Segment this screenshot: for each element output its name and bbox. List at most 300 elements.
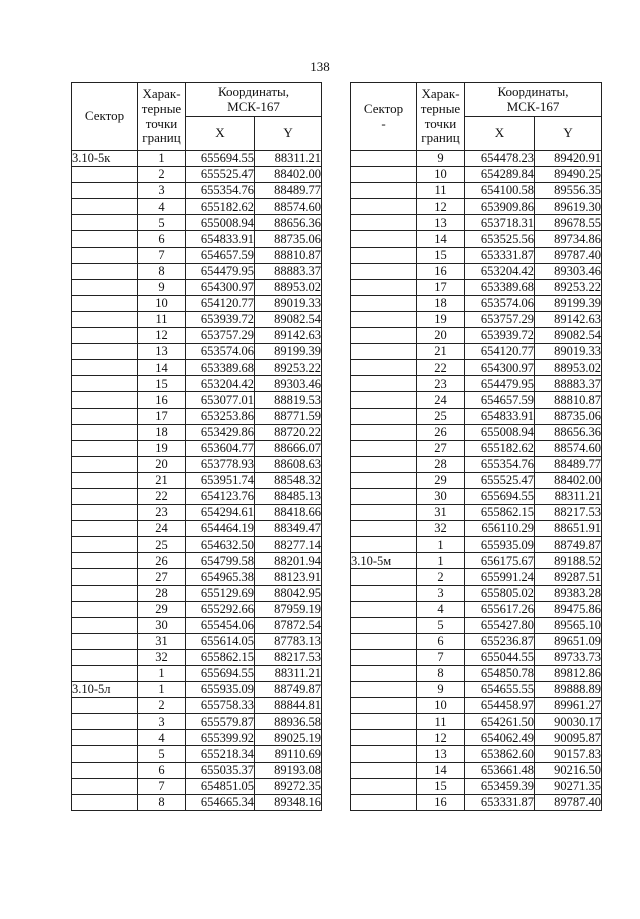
y-coordinate-cell: 88883.37 xyxy=(255,263,322,279)
x-coordinate-cell: 653525.56 xyxy=(465,231,535,247)
y-coordinate-cell: 87872.54 xyxy=(255,617,322,633)
x-coordinate-cell: 655008.94 xyxy=(186,215,255,231)
point-number-cell: 2 xyxy=(417,569,465,585)
sector-cell xyxy=(351,505,417,521)
point-number-cell: 14 xyxy=(417,762,465,778)
point-number-cell: 11 xyxy=(138,311,186,327)
x-coordinate-cell: 655935.09 xyxy=(186,682,255,698)
sector-cell xyxy=(72,649,138,665)
sector-cell xyxy=(351,746,417,762)
point-number-cell: 8 xyxy=(417,666,465,682)
point-number-cell: 17 xyxy=(138,408,186,424)
point-number-cell: 22 xyxy=(417,360,465,376)
sector-cell: 3.10-5к xyxy=(72,151,138,167)
sector-cell xyxy=(72,794,138,810)
x-coordinate-cell: 655218.34 xyxy=(186,746,255,762)
table-row xyxy=(72,167,322,183)
x-coordinate-cell: 654464.19 xyxy=(186,521,255,537)
sector-cell xyxy=(351,328,417,344)
point-number-cell: 1 xyxy=(138,666,186,682)
table-row xyxy=(351,311,602,327)
sector-cell xyxy=(72,183,138,199)
point-number-cell: 1 xyxy=(417,537,465,553)
table-row xyxy=(72,392,322,408)
point-number-cell: 26 xyxy=(138,553,186,569)
sector-cell xyxy=(351,199,417,215)
x-coordinate-cell: 653389.68 xyxy=(465,279,535,295)
y-coordinate-cell: 88402.00 xyxy=(255,167,322,183)
point-number-cell: 30 xyxy=(417,488,465,504)
table-row xyxy=(351,456,602,472)
y-coordinate-cell: 89565.10 xyxy=(535,617,602,633)
point-number-cell: 1 xyxy=(138,682,186,698)
sector-cell xyxy=(351,392,417,408)
point-number-cell: 3 xyxy=(138,183,186,199)
y-coordinate-cell: 88574.60 xyxy=(535,440,602,456)
table-row xyxy=(351,151,602,167)
point-number-cell: 11 xyxy=(417,714,465,730)
y-coordinate-cell: 88311.21 xyxy=(255,151,322,167)
point-number-cell: 10 xyxy=(417,698,465,714)
point-number-cell: 10 xyxy=(138,295,186,311)
table-row xyxy=(72,633,322,649)
table-row xyxy=(72,231,322,247)
table-row xyxy=(351,649,602,665)
table-row xyxy=(351,537,602,553)
y-coordinate-cell: 88311.21 xyxy=(535,488,602,504)
x-coordinate-cell: 653939.72 xyxy=(186,311,255,327)
sector-cell xyxy=(72,537,138,553)
sector-cell xyxy=(72,633,138,649)
sector-cell xyxy=(351,376,417,392)
y-coordinate-cell: 88819.53 xyxy=(255,392,322,408)
y-coordinate-cell: 89651.09 xyxy=(535,633,602,649)
x-coordinate-cell: 654833.91 xyxy=(186,231,255,247)
x-coordinate-cell: 654261.50 xyxy=(465,714,535,730)
y-coordinate-cell: 88771.59 xyxy=(255,408,322,424)
point-number-cell: 7 xyxy=(138,247,186,263)
point-number-cell: 27 xyxy=(417,440,465,456)
point-number-cell: 2 xyxy=(138,167,186,183)
table-row xyxy=(72,247,322,263)
point-number-cell: 9 xyxy=(138,279,186,295)
table-row xyxy=(72,311,322,327)
sector-cell xyxy=(72,311,138,327)
sector-cell xyxy=(351,231,417,247)
point-number-cell: 23 xyxy=(417,376,465,392)
x-coordinate-cell: 654294.61 xyxy=(186,505,255,521)
y-coordinate-cell: 89199.39 xyxy=(535,295,602,311)
table-row xyxy=(72,424,322,440)
point-number-cell: 5 xyxy=(417,617,465,633)
x-coordinate-cell: 654850.78 xyxy=(465,666,535,682)
point-number-cell: 8 xyxy=(138,263,186,279)
table-row xyxy=(351,794,602,810)
point-number-cell: 13 xyxy=(417,215,465,231)
sector-cell xyxy=(72,360,138,376)
sector-cell xyxy=(72,408,138,424)
table-row xyxy=(72,714,322,730)
y-coordinate-cell: 89272.35 xyxy=(255,778,322,794)
table-row xyxy=(72,408,322,424)
point-number-cell: 22 xyxy=(138,488,186,504)
point-number-cell: 12 xyxy=(417,730,465,746)
table-row xyxy=(72,488,322,504)
y-coordinate-cell: 89556.35 xyxy=(535,183,602,199)
table-row xyxy=(351,488,602,504)
y-coordinate-cell: 88666.07 xyxy=(255,440,322,456)
sector-cell xyxy=(72,199,138,215)
x-coordinate-cell: 655182.62 xyxy=(465,440,535,456)
y-coordinate-cell: 89475.86 xyxy=(535,601,602,617)
y-coordinate-cell: 88749.87 xyxy=(535,537,602,553)
point-number-cell: 13 xyxy=(138,344,186,360)
point-number-cell: 21 xyxy=(138,472,186,488)
point-number-cell: 5 xyxy=(138,215,186,231)
y-coordinate-cell: 88720.22 xyxy=(255,424,322,440)
x-coordinate-cell: 655579.87 xyxy=(186,714,255,730)
x-coordinate-cell: 653757.29 xyxy=(186,328,255,344)
x-coordinate-cell: 654478.23 xyxy=(465,151,535,167)
sector-cell xyxy=(351,360,417,376)
point-number-cell: 25 xyxy=(417,408,465,424)
table-row xyxy=(72,263,322,279)
table-row xyxy=(351,601,602,617)
x-coordinate-cell: 653574.06 xyxy=(186,344,255,360)
table-row xyxy=(351,424,602,440)
coords-header: Координаты, МСК-167 xyxy=(465,83,602,117)
table-row xyxy=(351,328,602,344)
table-row xyxy=(72,778,322,794)
table-row xyxy=(72,295,322,311)
sector-cell xyxy=(72,392,138,408)
x-coordinate-cell: 655617.26 xyxy=(465,601,535,617)
table-row xyxy=(351,746,602,762)
table-row xyxy=(72,472,322,488)
y-coordinate-cell: 88349.47 xyxy=(255,521,322,537)
table-row xyxy=(351,778,602,794)
table-row xyxy=(351,666,602,682)
table-row xyxy=(351,505,602,521)
sector-cell xyxy=(351,167,417,183)
y-coordinate-cell: 90271.35 xyxy=(535,778,602,794)
x-coordinate-cell: 655614.05 xyxy=(186,633,255,649)
x-coordinate-cell: 655008.94 xyxy=(465,424,535,440)
table-row xyxy=(351,762,602,778)
x-coordinate-cell: 655129.69 xyxy=(186,585,255,601)
table-row xyxy=(351,553,602,569)
y-coordinate-cell: 89142.63 xyxy=(535,311,602,327)
table-row xyxy=(72,746,322,762)
point-number-cell: 28 xyxy=(138,585,186,601)
y-coordinate-cell: 88883.37 xyxy=(535,376,602,392)
table-row xyxy=(72,279,322,295)
point-number-cell: 25 xyxy=(138,537,186,553)
y-coordinate-cell: 88844.81 xyxy=(255,698,322,714)
sector-cell xyxy=(351,649,417,665)
point-number-cell: 16 xyxy=(417,794,465,810)
table-row xyxy=(72,183,322,199)
point-number-cell: 4 xyxy=(138,730,186,746)
sector-cell xyxy=(72,328,138,344)
x-coordinate-cell: 655862.15 xyxy=(186,649,255,665)
y-coordinate-cell: 88936.58 xyxy=(255,714,322,730)
y-coordinate-cell: 89787.40 xyxy=(535,794,602,810)
table-row xyxy=(72,376,322,392)
point-number-cell: 27 xyxy=(138,569,186,585)
x-coordinate-cell: 655427.80 xyxy=(465,617,535,633)
x-coordinate-cell: 655525.47 xyxy=(465,472,535,488)
x-coordinate-cell: 653459.39 xyxy=(465,778,535,794)
y-coordinate-cell: 88953.02 xyxy=(255,279,322,295)
sector-cell xyxy=(351,440,417,456)
x-coordinate-cell: 653604.77 xyxy=(186,440,255,456)
sector-cell xyxy=(351,730,417,746)
x-coordinate-cell: 654123.76 xyxy=(186,488,255,504)
x-coordinate-cell: 655182.62 xyxy=(186,199,255,215)
y-coordinate-cell: 88651.91 xyxy=(535,521,602,537)
y-coordinate-cell: 90157.83 xyxy=(535,746,602,762)
y-coordinate-cell: 89287.51 xyxy=(535,569,602,585)
x-coordinate-cell: 655694.55 xyxy=(186,151,255,167)
sector-cell xyxy=(351,279,417,295)
x-coordinate-cell: 654655.55 xyxy=(465,682,535,698)
y-coordinate-cell: 89082.54 xyxy=(535,328,602,344)
table-row xyxy=(72,151,322,167)
x-header: X xyxy=(465,117,535,151)
x-coordinate-cell: 653429.86 xyxy=(186,424,255,440)
point-number-cell: 18 xyxy=(417,295,465,311)
x-coordinate-cell: 654851.05 xyxy=(186,778,255,794)
y-coordinate-cell: 88489.77 xyxy=(535,456,602,472)
point-number-cell: 7 xyxy=(138,778,186,794)
x-coordinate-cell: 654120.77 xyxy=(186,295,255,311)
point-number-cell: 3 xyxy=(417,585,465,601)
point-number-cell: 20 xyxy=(417,328,465,344)
x-coordinate-cell: 653389.68 xyxy=(186,360,255,376)
point-number-cell: 19 xyxy=(417,311,465,327)
y-coordinate-cell: 89303.46 xyxy=(535,263,602,279)
table-row xyxy=(72,360,322,376)
table-row xyxy=(351,730,602,746)
sector-cell xyxy=(351,617,417,633)
y-coordinate-cell: 89678.55 xyxy=(535,215,602,231)
x-coordinate-cell: 654458.97 xyxy=(465,698,535,714)
sector-cell xyxy=(72,601,138,617)
table-row xyxy=(351,215,602,231)
table-row xyxy=(351,392,602,408)
point-number-cell: 24 xyxy=(138,521,186,537)
sector-cell xyxy=(72,472,138,488)
table-row xyxy=(351,263,602,279)
point-number-cell: 16 xyxy=(417,263,465,279)
x-coordinate-cell: 654479.95 xyxy=(186,263,255,279)
sector-cell xyxy=(72,344,138,360)
point-number-cell: 29 xyxy=(138,601,186,617)
y-coordinate-cell: 89961.27 xyxy=(535,698,602,714)
point-number-cell: 15 xyxy=(417,778,465,794)
x-coordinate-cell: 654479.95 xyxy=(465,376,535,392)
point-number-cell: 5 xyxy=(138,746,186,762)
sector-cell xyxy=(72,666,138,682)
table-row xyxy=(351,376,602,392)
table-row xyxy=(351,295,602,311)
sector-cell xyxy=(351,472,417,488)
coordinates-table-left xyxy=(71,82,322,811)
point-number-cell: 29 xyxy=(417,472,465,488)
x-coordinate-cell: 653718.31 xyxy=(465,215,535,231)
x-coordinate-cell: 653253.86 xyxy=(186,408,255,424)
point-number-cell: 15 xyxy=(138,376,186,392)
x-coordinate-cell: 653077.01 xyxy=(186,392,255,408)
y-coordinate-cell: 89733.73 xyxy=(535,649,602,665)
coords-header: Координаты, МСК-167 xyxy=(186,83,322,117)
x-coordinate-cell: 655354.76 xyxy=(465,456,535,472)
point-number-cell: 21 xyxy=(417,344,465,360)
sector-cell xyxy=(72,295,138,311)
y-coordinate-cell: 88123.91 xyxy=(255,569,322,585)
table-row xyxy=(351,585,602,601)
x-coordinate-cell: 655044.55 xyxy=(465,649,535,665)
sector-cell xyxy=(351,794,417,810)
x-coordinate-cell: 653661.48 xyxy=(465,762,535,778)
point-number-cell: 6 xyxy=(417,633,465,649)
y-coordinate-cell: 89193.08 xyxy=(255,762,322,778)
y-coordinate-cell: 88735.06 xyxy=(535,408,602,424)
x-coordinate-cell: 655035.37 xyxy=(186,762,255,778)
x-coordinate-cell: 655694.55 xyxy=(186,666,255,682)
x-coordinate-cell: 655758.33 xyxy=(186,698,255,714)
sector-cell xyxy=(351,183,417,199)
x-coordinate-cell: 653862.60 xyxy=(465,746,535,762)
point-number-cell: 12 xyxy=(417,199,465,215)
sector-cell xyxy=(72,569,138,585)
y-coordinate-cell: 88810.87 xyxy=(535,392,602,408)
x-coordinate-cell: 654100.58 xyxy=(465,183,535,199)
x-coordinate-cell: 654799.58 xyxy=(186,553,255,569)
y-coordinate-cell: 90030.17 xyxy=(535,714,602,730)
x-coordinate-cell: 655694.55 xyxy=(465,488,535,504)
sector-cell xyxy=(351,778,417,794)
x-coordinate-cell: 653951.74 xyxy=(186,472,255,488)
sector-cell xyxy=(351,215,417,231)
sector-cell xyxy=(72,698,138,714)
table-row xyxy=(351,698,602,714)
table-row xyxy=(351,408,602,424)
y-coordinate-cell: 88217.53 xyxy=(535,505,602,521)
x-coordinate-cell: 654665.34 xyxy=(186,794,255,810)
table-row xyxy=(72,601,322,617)
sector-cell xyxy=(351,666,417,682)
table-row xyxy=(351,569,602,585)
x-coordinate-cell: 653331.87 xyxy=(465,247,535,263)
x-coordinate-cell: 654120.77 xyxy=(465,344,535,360)
sector-cell xyxy=(351,263,417,279)
table-row xyxy=(72,456,322,472)
y-coordinate-cell: 89110.69 xyxy=(255,746,322,762)
sector-cell xyxy=(72,521,138,537)
point-number-cell: 32 xyxy=(417,521,465,537)
table-row xyxy=(72,215,322,231)
y-coordinate-cell: 89082.54 xyxy=(255,311,322,327)
x-coordinate-cell: 654062.49 xyxy=(465,730,535,746)
sector-cell xyxy=(72,456,138,472)
point-number-cell: 15 xyxy=(417,247,465,263)
page-number: 138 xyxy=(310,59,330,74)
point-number-cell: 28 xyxy=(417,456,465,472)
point-number-cell: 9 xyxy=(417,682,465,698)
point-number-cell: 6 xyxy=(138,762,186,778)
point-number-cell: 14 xyxy=(138,360,186,376)
x-coordinate-cell: 653331.87 xyxy=(465,794,535,810)
y-coordinate-cell: 89787.40 xyxy=(535,247,602,263)
y-coordinate-cell: 89025.19 xyxy=(255,730,322,746)
x-coordinate-cell: 654300.97 xyxy=(465,360,535,376)
y-coordinate-cell: 87783.13 xyxy=(255,633,322,649)
x-coordinate-cell: 655935.09 xyxy=(465,537,535,553)
x-coordinate-cell: 654632.50 xyxy=(186,537,255,553)
table-row xyxy=(72,794,322,810)
sector-cell xyxy=(72,279,138,295)
point-number-cell: 9 xyxy=(417,151,465,167)
sector-cell xyxy=(351,714,417,730)
table-row xyxy=(72,199,322,215)
y-coordinate-cell: 88656.36 xyxy=(535,424,602,440)
sector-cell xyxy=(351,682,417,698)
y-coordinate-cell: 89199.39 xyxy=(255,344,322,360)
table-row xyxy=(351,279,602,295)
table-row xyxy=(351,521,602,537)
table-row xyxy=(72,553,322,569)
point-number-cell: 4 xyxy=(138,199,186,215)
y-coordinate-cell: 89619.30 xyxy=(535,199,602,215)
sector-header: Сектор xyxy=(72,83,138,151)
table-row xyxy=(351,247,602,263)
y-coordinate-cell: 89303.46 xyxy=(255,376,322,392)
x-coordinate-cell: 655862.15 xyxy=(465,505,535,521)
sector-cell xyxy=(351,537,417,553)
sector-cell xyxy=(351,601,417,617)
x-coordinate-cell: 655292.66 xyxy=(186,601,255,617)
y-coordinate-cell: 88608.63 xyxy=(255,456,322,472)
point-number-cell: 18 xyxy=(138,424,186,440)
point-number-cell: 31 xyxy=(417,505,465,521)
y-coordinate-cell: 88277.14 xyxy=(255,537,322,553)
point-number-cell: 6 xyxy=(138,231,186,247)
y-coordinate-cell: 88953.02 xyxy=(535,360,602,376)
sector-cell: 3.10-5м xyxy=(351,553,417,569)
x-coordinate-cell: 655805.02 xyxy=(465,585,535,601)
x-coordinate-cell: 655454.06 xyxy=(186,617,255,633)
x-coordinate-cell: 655991.24 xyxy=(465,569,535,585)
y-coordinate-cell: 88749.87 xyxy=(255,682,322,698)
y-coordinate-cell: 88548.32 xyxy=(255,472,322,488)
table-row xyxy=(351,714,602,730)
sector-cell xyxy=(351,521,417,537)
table-row xyxy=(351,360,602,376)
point-number-cell: 12 xyxy=(138,328,186,344)
x-coordinate-cell: 653909.86 xyxy=(465,199,535,215)
y-coordinate-cell: 88489.77 xyxy=(255,183,322,199)
sector-cell xyxy=(351,408,417,424)
sector-cell xyxy=(351,424,417,440)
points-header: Харак- терные точки границ xyxy=(417,83,465,151)
point-number-cell: 10 xyxy=(417,167,465,183)
sector-cell xyxy=(72,762,138,778)
x-coordinate-cell: 654289.84 xyxy=(465,167,535,183)
y-coordinate-cell: 88485.13 xyxy=(255,488,322,504)
x-coordinate-cell: 655236.87 xyxy=(465,633,535,649)
